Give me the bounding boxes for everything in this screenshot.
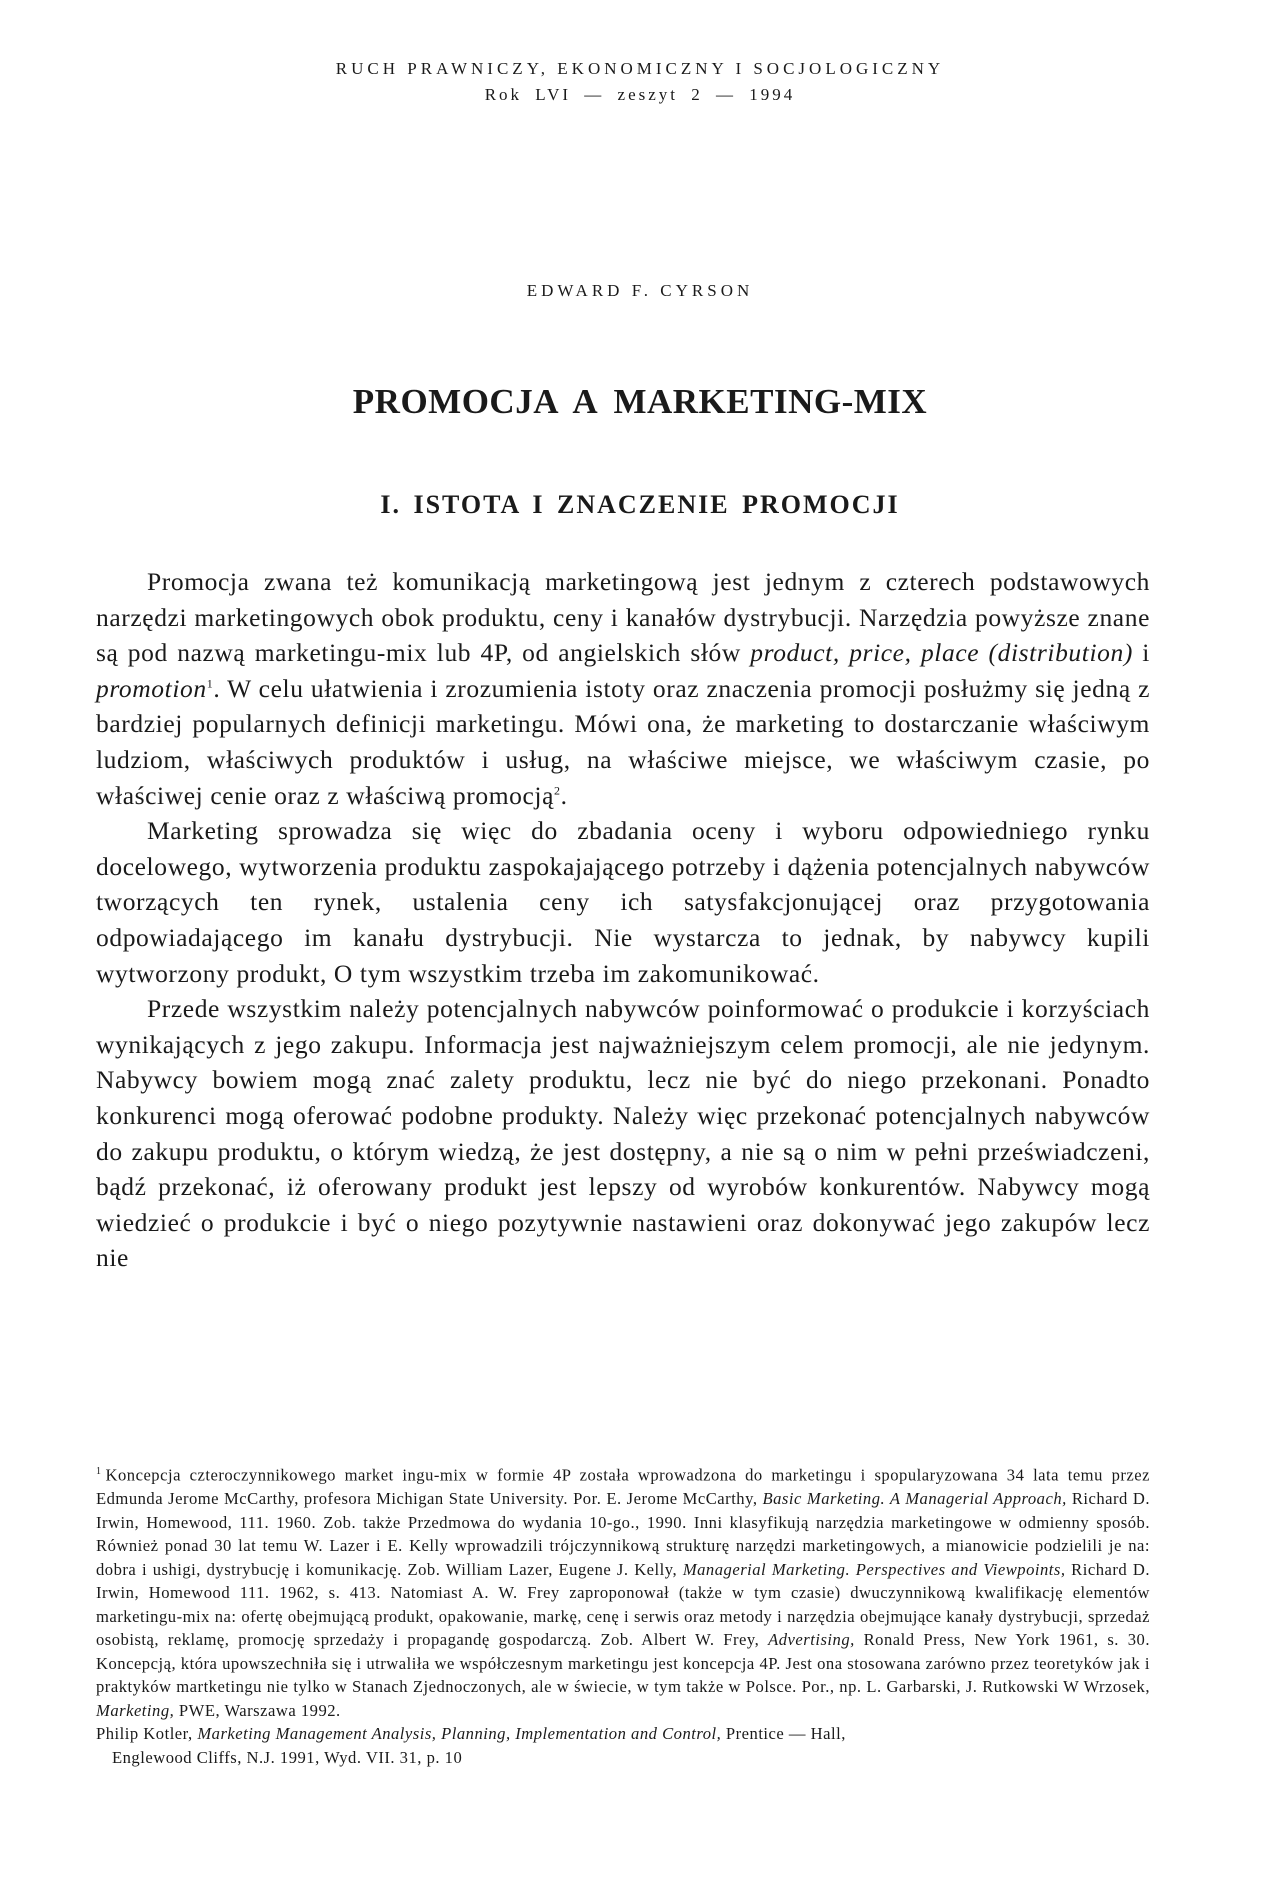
- journal-header: [0, 56, 1280, 108]
- footnote-2-book: Marketing Management Analysis, Planning, Implementation and Control,: [197, 1724, 722, 1744]
- footnote-1-book-3: Advertising,: [768, 1630, 855, 1650]
- paragraph-3: Przede wszystkim należy potencjalnych nabywców poinformować o produkcie i korzyściach wynikających z jego zakupu. Informacja jest najważniejszym celem promocji, ale nie jedynym. Nabywcy bowiem mogą znać zalety produktu, lecz nie być do niego przekonani. Ponadto konkurenci mogą oferować podobne produkty. Należy więc przekonać potencjalnych nabywców do zakupu produktu, o którym wiedzą, że jest dostępny, a nie są o nim w pełni przeświadczeni, bądź przekonać, iż oferowany produkt jest lepszy od wyrobów konkurentów. Nabywcy mogą wiedzieć o produkcie i być o niego pozytywnie nastawieni oraz dokonywać jego zakupów lecz nie: [96, 994, 1150, 1273]
- footnote-2-publisher: Prentice — Hall,: [721, 1724, 846, 1744]
- footnote-2: [96, 1722, 1150, 1746]
- conjunction: i: [1132, 638, 1150, 668]
- paragraph-1-text-c: .: [560, 780, 568, 810]
- footnote-1-text-b: Richard D. Irwin, Homewood, 111. 1960. Zob. także Przedmowa do wydania 10-go., 1990. Inni klasyfikują narzędzia marketingowe w odmienny sposób. Również ponad 30 lat temu W. Lazer i E. Kelly wprowadzili trójczynnikową strukturę narzędzi marketingowych, a mianowicie podzielili je na: dobra i ushigi, dystrybucję i komunikację. Zob. William Lazer, Eugene J. Kelly,: [96, 1489, 1150, 1579]
- footnotes: [96, 1460, 1150, 1769]
- footnote-ref-2[interactable]: 2: [554, 783, 561, 798]
- journal-name: RUCH PRAWNICZY, EKONOMICZNY I SOCJOLOGICZNY: [335, 59, 945, 78]
- footnote-1-book-2: Managerial Marketing. Perspectives and Viewpoints,: [682, 1559, 1066, 1579]
- footnote-ref-1[interactable]: 1: [206, 676, 214, 691]
- author-name: EDWARD F. CYRSON: [526, 281, 754, 300]
- footnote-1-book-1: Basic Marketing. A Managerial Approach,: [762, 1489, 1067, 1509]
- body-text: [96, 564, 1150, 1276]
- footnote-1-text-c: Richard D. Irwin, Homewood 111. 1962, s. 413. Natomiast A. W. Frey zaproponował (także w tym czasie) dwuczynnikową kwalifikację elementów marketingu-mix na: ofertę obejmującą produkt, opakowanie, markę, cenę i serwis oraz metody i narzędzia obejmujące kanały dystrybucji, sprzedaż osobistą, reklamę, promocję sprzedaży i propagandę gospodarczą. Zob. Albert W. Frey,: [96, 1559, 1150, 1650]
- section-heading: I. ISTOTA I ZNACZENIE PROMOCJI: [380, 490, 900, 519]
- footnote-1-book-4: Marketing,: [96, 1700, 175, 1720]
- footnote-1-text-d: Ronald Press, New York 1961, s. 30. Koncepcją, która upowszechniła się i utrwaliła we współczesnym marketingu jest koncepcja 4P. Jest ona stosowana zarówno przez teoretyków jak i praktyków martketingu nie tylko w Stanach Zjednoczonych, ale w świecie, w tym także w Polsce. Por., np. L. Garbarski, J. Rutkowski W Wrzosek,: [96, 1630, 1150, 1697]
- paragraph-2: Marketing sprowadza się więc do zbadania oceny i wyboru odpowiedniego rynku docelowego, wytworzenia produktu zaspokajającego potrzeby i dążenia potencjalnych nabywców tworzących ten rynek, ustalenia ceny ich satysfakcjonującej oraz przygotowania odpowiadającego im kanału dystrybucji. Nie wystarcza to jednak, by nabywcy kupili wytworzony produkt, O tym wszystkim trzeba im zakomunikować.: [96, 816, 1150, 988]
- english-terms: product, price, place (distribution): [750, 638, 1133, 668]
- footnote-2-continued: Englewood Cliffs, N.J. 1991, Wyd. VII. 31, p. 10: [112, 1747, 463, 1767]
- footnote-1-text-e: PWE, Warszawa 1992.: [174, 1700, 341, 1720]
- article-title: PROMOCJA A MARKETING-MIX: [352, 382, 928, 421]
- footnote-1-mark: 1: [96, 1466, 102, 1477]
- paragraph-1-text-b: . W celu ułatwienia i zrozumienia istoty oraz znaczenia promocji posłużmy się jedną z bardziej popularnych definicji marketingu. Mówi ona, że marketing to dostarczanie właściwym ludziom, właściwych produktów i usług, na właściwe miejsce, we właściwym czasie, po właściwej cenie oraz z właściwą promocją: [96, 673, 1150, 810]
- footnote-1: [96, 1460, 1150, 1722]
- footnote-1-text-a: Koncepcja czteroczynnikowego market ingu-mix w formie 4P została wprowadzona do marketingu i spopularyzowana 34 lata temu przez Edmunda Jerome McCarthy, profesora Michigan State University. Por. E. Jerome McCarthy,: [96, 1465, 1150, 1509]
- term-promotion: promotion: [96, 673, 207, 703]
- footnote-2-author: Philip Kotler,: [96, 1724, 198, 1744]
- paragraph-1-text-a: Promocja zwana też komunikacją marketingową jest jednym z czterech podstawowych narzędzi marketingowych obok produktu, ceny i kanałów dystrybucji. Narzędzia powyższe znane są pod nazwą marketingu-mix lub 4P, od angielskich słów: [96, 567, 1150, 668]
- journal-issue: Rok LVI — zeszyt 2 — 1994: [484, 85, 796, 104]
- paragraph-1: [96, 564, 1150, 813]
